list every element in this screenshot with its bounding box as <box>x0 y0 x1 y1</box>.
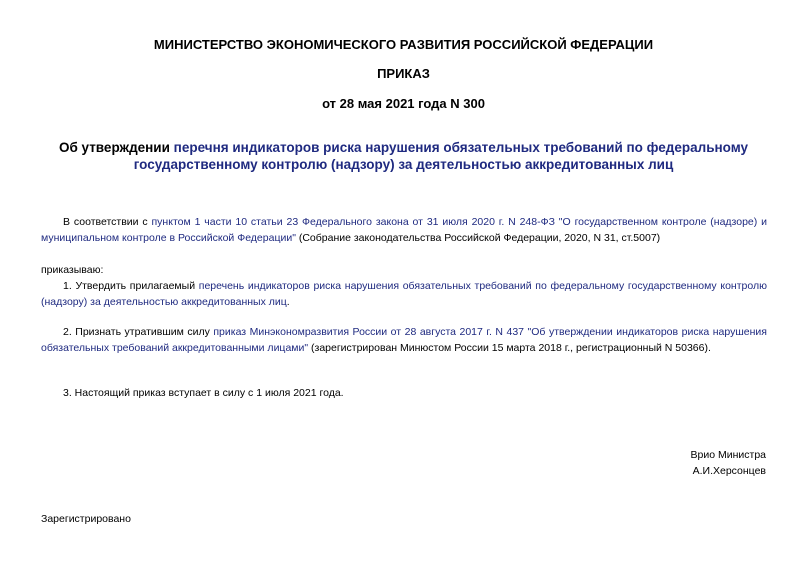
federal-law-link[interactable]: пунктом 1 части 10 статьи 23 Федерального закона от 31 июля 2020 г. N 248-ФЗ "О государственном контроле (надзоре) и муниципальном контроле в Российской Федерации" <box>41 216 767 244</box>
clause-2-suffix: (зарегистрирован Минюстом России 15 марта 2018 г., регистрационный N 50366). <box>308 342 711 354</box>
risk-indicators-list-link[interactable]: перечень индикаторов риска нарушения обязательных требований по федеральному государственному контролю (надзору) за деятельностью аккредитованных лиц <box>41 280 767 308</box>
document-type-heading: ПРИКАЗ <box>377 66 430 81</box>
preamble-paragraph <box>41 214 767 246</box>
registration-note: Зарегистрировано <box>41 513 131 525</box>
clause-1 <box>41 278 767 310</box>
subject-prefix: Об утверждении <box>58 140 174 155</box>
order-subject <box>0 139 807 173</box>
preamble-suffix: (Собрание законодательства Российской Федерации, 2020, N 31, ст.5007) <box>295 232 661 244</box>
clause-2-prefix: 2. Признать утратившим силу <box>63 326 214 338</box>
clause-1-suffix: . <box>286 296 290 308</box>
ministry-heading: МИНИСТЕРСТВО ЭКОНОМИЧЕСКОГО РАЗВИТИЯ РОССИЙСКОЙ ФЕДЕРАЦИИ <box>153 37 654 52</box>
subject-link-line2[interactable]: государственному контролю (надзору) за деятельностью аккредитованных лиц <box>133 157 674 172</box>
previous-order-link[interactable]: приказ Минэкономразвития России от 28 августа 2017 г. N 437 "Об утверждении индикаторов риска нарушения обязательных требований аккредитованными лицами" <box>41 326 767 354</box>
subject-link-line1[interactable]: перечня индикаторов риска нарушения обязательных требований по федеральному <box>173 140 749 155</box>
order-date-number: от 28 мая 2021 года N 300 <box>322 96 485 111</box>
orders-word: приказываю: <box>41 264 104 276</box>
signatory-name: А.И.Херсонцев <box>692 465 766 477</box>
clause-1-prefix: 1. Утвердить прилагаемый <box>63 280 199 292</box>
clause-3: 3. Настоящий приказ вступает в силу с 1 июля 2021 года. <box>63 387 344 399</box>
clause-2 <box>41 324 767 356</box>
preamble-prefix: В соответствии с <box>63 216 152 228</box>
signatory-title: Врио Министра <box>690 449 766 461</box>
